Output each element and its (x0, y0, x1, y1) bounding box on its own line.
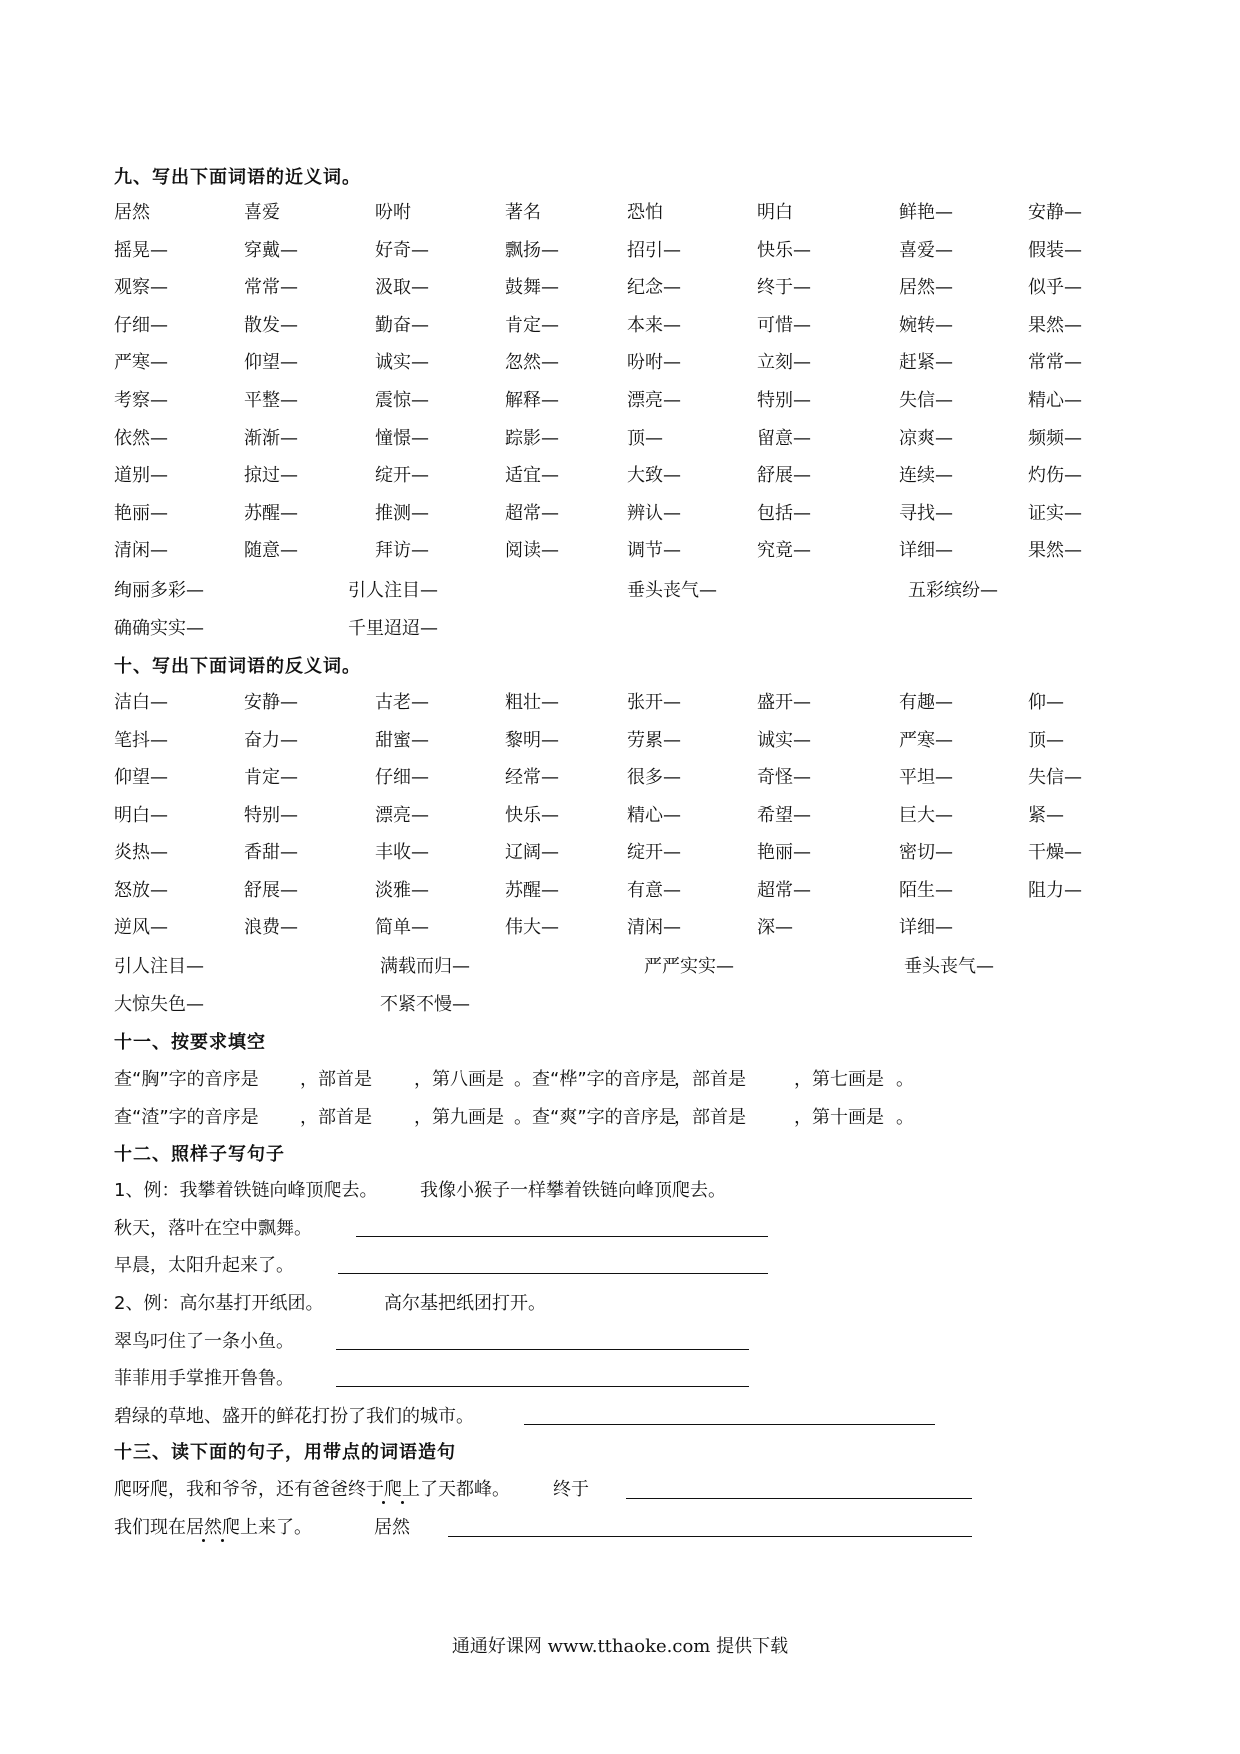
word-prompt: 诚实— (375, 352, 429, 374)
answer-line-3[interactable] (336, 1349, 749, 1350)
word-prompt: 灼伤— (1028, 465, 1082, 487)
word-prompt: 观察— (114, 277, 168, 299)
word-prompt: 仰— (1028, 692, 1064, 713)
word-prompt: 精心— (1028, 390, 1082, 411)
word-prompt: 特别— (757, 390, 811, 411)
question-3-sentence: 翠鸟叼住了一条小鱼。 (114, 1331, 294, 1352)
word-prompt: 憧憬— (375, 427, 429, 449)
word-prompt: 震惊— (375, 390, 429, 411)
word-prompt: 常常— (1028, 352, 1082, 374)
question-5-sentence: 碧绿的草地、盛开的鲜花打扮了我们的城市。 (114, 1406, 474, 1427)
word-prompt: 汲取— (375, 277, 429, 299)
word-prompt: 古老— (375, 692, 429, 713)
word-prompt: 精心— (627, 804, 681, 826)
word-prompt: 好奇— (375, 239, 429, 261)
example-2-answer: 高尔基把纸团打开。 (384, 1293, 546, 1314)
word-prompt: 淡雅— (375, 879, 429, 901)
idiom-prompt: 垂头丧气— (627, 580, 717, 601)
sentence-1: 爬呀爬，我和爷爷，还有爸爸终于爬上了天都峰。 (114, 1479, 510, 1500)
word-prompt: 严寒— (114, 352, 168, 374)
word-prompt: 仰望— (114, 767, 168, 788)
word-prompt: 洁白— (114, 692, 168, 713)
word-prompt: 清闲— (627, 917, 681, 938)
word-prompt: 张开— (627, 692, 681, 713)
word-prompt: 飘扬— (505, 239, 559, 261)
word-prompt: 终于— (757, 277, 811, 299)
word-prompt: 深— (757, 917, 793, 938)
section-11-title: 十一、按要求填空 (114, 1032, 266, 1053)
word-prompt: 招引— (627, 239, 681, 261)
word-prompt: 包括— (757, 502, 811, 524)
fill-blank-text: 查“渣”字的音序是 (114, 1107, 259, 1128)
word-prompt: 调节— (627, 540, 681, 562)
word-prompt: 快乐— (505, 804, 559, 826)
word-prompt: 失信— (899, 390, 953, 411)
word-prompt: 很多— (627, 767, 681, 788)
word-prompt: 详细— (899, 540, 953, 562)
word-prompt: 恐怕 (627, 202, 663, 223)
word-prompt: 顶— (627, 427, 663, 449)
fill-blank-text: ，第十画是 (794, 1107, 884, 1128)
word-prompt: 仔细— (375, 767, 429, 788)
word-prompt: 苏醒— (244, 502, 298, 524)
word-prompt: 希望— (757, 804, 811, 826)
word-prompt: 顶— (1028, 729, 1064, 751)
word-prompt: 居然— (899, 277, 953, 299)
word-prompt: 适宜— (505, 465, 559, 487)
word-prompt: 奇怪— (757, 767, 811, 788)
emphasis-dot (382, 1501, 385, 1504)
word-prompt: 炎热— (114, 842, 168, 863)
word-prompt: 明白— (114, 804, 168, 826)
word-prompt: 随意— (244, 540, 298, 562)
word-prompt: 特别— (244, 804, 298, 826)
word-prompt: 阻力— (1028, 879, 1082, 901)
word-prompt: 干燥— (1028, 842, 1082, 863)
word-prompt: 怒放— (114, 879, 168, 901)
word-prompt: 究竟— (757, 540, 811, 562)
word-prompt: 居然 (114, 202, 150, 223)
word-prompt: 失信— (1028, 767, 1082, 788)
word-prompt: 简单— (375, 917, 429, 938)
word-prompt: 平整— (244, 390, 298, 411)
word-prompt: 频频— (1028, 427, 1082, 449)
section-10-title: 十、写出下面词语的反义词。 (114, 656, 361, 677)
word-prompt: 艳丽— (757, 842, 811, 863)
word-prompt: 有趣— (899, 692, 953, 713)
idiom-prompt: 引人注目— (114, 956, 204, 977)
word-prompt: 陌生— (899, 879, 953, 901)
fill-blank-text: 。查“桦”字的音序是 (514, 1069, 677, 1090)
word-prompt: 劳累— (627, 729, 681, 751)
word-prompt: 果然— (1028, 540, 1082, 562)
answer-line-5[interactable] (524, 1424, 935, 1425)
emphasis-dot (221, 1539, 224, 1542)
word-prompt: 清闲— (114, 540, 168, 562)
word-prompt: 著名 (505, 202, 541, 223)
sentence-2: 我们现在居然爬上来了。 (114, 1517, 312, 1538)
fill-blank-text: ，部首是 (674, 1107, 746, 1128)
emphasis-dot (401, 1501, 404, 1504)
word-prompt: 平坦— (899, 767, 953, 788)
word-prompt: 经常— (505, 767, 559, 788)
idiom-prompt: 不紧不慢— (380, 994, 470, 1015)
word-prompt: 详细— (899, 917, 953, 938)
idiom-prompt: 千里迢迢— (348, 618, 438, 639)
word-prompt: 立刻— (757, 352, 811, 374)
word-prompt: 仰望— (244, 352, 298, 374)
word-prompt: 道别— (114, 465, 168, 487)
word-prompt: 大致— (627, 465, 681, 487)
section-13-title: 十三、读下面的句子，用带点的词语造句 (114, 1442, 456, 1463)
word-prompt: 假装— (1028, 239, 1082, 261)
section-9-title: 九、写出下面词语的近义词。 (114, 167, 361, 188)
question-2-sentence: 早晨，太阳升起来了。 (114, 1255, 294, 1276)
word-prompt: 果然— (1028, 314, 1082, 336)
word-prompt: 盛开— (757, 692, 811, 713)
word-prompt: 掠过— (244, 465, 298, 487)
word-prompt: 绽开— (627, 842, 681, 863)
idiom-prompt: 大惊失色— (114, 994, 204, 1015)
word-prompt: 吩咐— (627, 352, 681, 374)
word-prompt: 鼓舞— (505, 277, 559, 299)
word-prompt: 寻找— (899, 502, 953, 524)
word-prompt: 辽阔— (505, 842, 559, 863)
fill-blank-text: 查“胸”字的音序是 (114, 1069, 259, 1090)
fill-blank-text: ，第八画是 (414, 1069, 504, 1090)
word-prompt: 散发— (244, 314, 298, 336)
word-prompt: 超常— (757, 879, 811, 901)
word-prompt: 勤奋— (375, 314, 429, 336)
emphasis-dot (202, 1539, 205, 1542)
word-prompt: 吩咐 (375, 202, 411, 223)
word-prompt: 喜爱— (899, 239, 953, 261)
word-prompt: 快乐— (757, 239, 811, 261)
word-prompt: 黎明— (505, 729, 559, 751)
word-prompt: 香甜— (244, 842, 298, 863)
word-prompt: 肯定— (505, 314, 559, 336)
word-prompt: 粗壮— (505, 692, 559, 713)
example-1-answer: 我像小猴子一样攀着铁链向峰顶爬去。 (420, 1180, 726, 1201)
answer-line-7[interactable] (448, 1536, 972, 1537)
question-1-sentence: 秋天，落叶在空中飘舞。 (114, 1218, 312, 1239)
word-prompt: 紧— (1028, 804, 1064, 826)
word-prompt: 喜爱 (244, 202, 280, 223)
fill-blank-text: 。 (896, 1107, 914, 1128)
word-prompt: 笔抖— (114, 729, 168, 751)
word-prompt: 本来— (627, 314, 681, 336)
idiom-prompt: 严严实实— (644, 956, 734, 977)
answer-line-4[interactable] (336, 1386, 749, 1387)
word-prompt: 婉转— (899, 314, 953, 336)
word-prompt: 推测— (375, 502, 429, 524)
word-prompt: 穿戴— (244, 239, 298, 261)
word-prompt: 甜蜜— (375, 729, 429, 751)
fill-blank-text: ，第七画是 (794, 1069, 884, 1090)
word-prompt: 仔细— (114, 314, 168, 336)
idiom-prompt: 确确实实— (114, 618, 204, 639)
word-prompt: 超常— (505, 502, 559, 524)
answer-line-1[interactable] (356, 1236, 768, 1237)
word-prompt: 鲜艳— (899, 202, 953, 223)
word-prompt: 严寒— (899, 729, 953, 751)
word-prompt: 解释— (505, 390, 559, 411)
word-prompt: 诚实— (757, 729, 811, 751)
word-prompt: 渐渐— (244, 427, 298, 449)
example-1-label: 1、例：我攀着铁链向峰顶爬去。 (114, 1180, 378, 1201)
word-prompt: 考察— (114, 390, 168, 411)
word-1: 终于 (553, 1479, 589, 1500)
fill-blank-text: 。查“爽”字的音序是 (514, 1107, 677, 1128)
idiom-prompt: 绚丽多彩— (114, 580, 204, 601)
word-prompt: 凉爽— (899, 427, 953, 449)
word-prompt: 拜访— (375, 540, 429, 562)
word-prompt: 肯定— (244, 767, 298, 788)
answer-line-6[interactable] (626, 1498, 972, 1499)
fill-blank-text: ，第九画是 (414, 1107, 504, 1128)
word-prompt: 苏醒— (505, 879, 559, 901)
word-prompt: 可惜— (757, 314, 811, 336)
word-prompt: 留意— (757, 427, 811, 449)
word-prompt: 证实— (1028, 502, 1082, 524)
word-prompt: 密切— (899, 842, 953, 863)
word-prompt: 舒展— (757, 465, 811, 487)
word-prompt: 巨大— (899, 804, 953, 826)
word-prompt: 忽然— (505, 352, 559, 374)
question-4-sentence: 菲菲用手掌推开鲁鲁。 (114, 1368, 294, 1389)
word-prompt: 明白 (757, 202, 793, 223)
word-prompt: 似乎— (1028, 277, 1082, 299)
word-prompt: 逆风— (114, 917, 168, 938)
example-2-label: 2、例：高尔基打开纸团。 (114, 1293, 324, 1314)
word-prompt: 艳丽— (114, 502, 168, 524)
idiom-prompt: 垂头丧气— (904, 956, 994, 977)
word-prompt: 安静— (1028, 202, 1082, 223)
word-prompt: 浪费— (244, 917, 298, 938)
fill-blank-text: 。 (896, 1069, 914, 1090)
word-prompt: 依然— (114, 427, 168, 449)
word-prompt: 漂亮— (375, 804, 429, 826)
word-prompt: 常常— (244, 277, 298, 299)
word-prompt: 绽开— (375, 465, 429, 487)
word-prompt: 伟大— (505, 917, 559, 938)
idiom-prompt: 引人注目— (348, 580, 438, 601)
idiom-prompt: 五彩缤纷— (908, 580, 998, 601)
idiom-prompt: 满载而归— (380, 956, 470, 977)
word-prompt: 安静— (244, 692, 298, 713)
word-prompt: 丰收— (375, 842, 429, 863)
fill-blank-text: ，部首是 (674, 1069, 746, 1090)
word-prompt: 连续— (899, 465, 953, 487)
word-prompt: 奋力— (244, 729, 298, 751)
word-prompt: 踪影— (505, 427, 559, 449)
word-prompt: 纪念— (627, 277, 681, 299)
word-2: 居然 (374, 1517, 410, 1538)
section-12-title: 十二、照样子写句子 (114, 1144, 285, 1165)
answer-line-2[interactable] (338, 1273, 768, 1274)
word-prompt: 漂亮— (627, 390, 681, 411)
word-prompt: 有意— (627, 879, 681, 901)
page-footer: 通通好课网 www.tthaoke.com 提供下载 (451, 1636, 789, 1657)
fill-blank-text: ，部首是 (300, 1069, 372, 1090)
word-prompt: 摇晃— (114, 239, 168, 261)
word-prompt: 辨认— (627, 502, 681, 524)
word-prompt: 阅读— (505, 540, 559, 562)
fill-blank-text: ，部首是 (300, 1107, 372, 1128)
word-prompt: 舒展— (244, 879, 298, 901)
word-prompt: 赶紧— (899, 352, 953, 374)
